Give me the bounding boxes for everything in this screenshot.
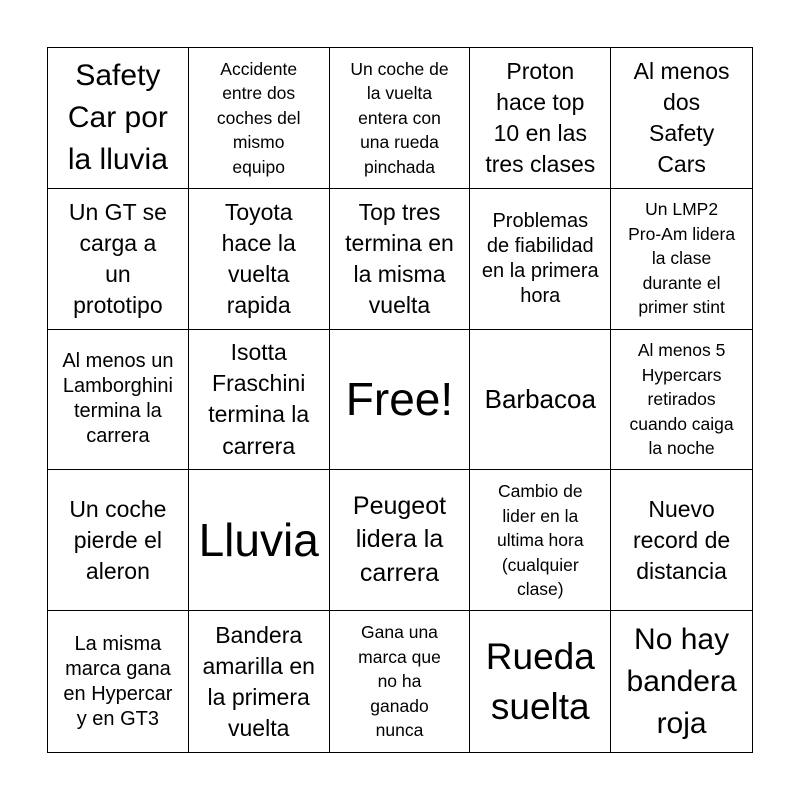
bingo-cell[interactable]: Gana una marca que no ha ganado nunca: [330, 611, 471, 752]
bingo-cell[interactable]: Al menos 5 Hypercars retirados cuando caiga la noche: [611, 330, 752, 471]
bingo-cell[interactable]: Un coche de la vuelta entera con una rueda pinchada: [330, 48, 471, 189]
bingo-cell[interactable]: Nuevo record de distancia: [611, 470, 752, 611]
bingo-cell[interactable]: Un coche pierde el aleron: [48, 470, 189, 611]
bingo-cell[interactable]: Un GT se carga a un prototipo: [48, 189, 189, 330]
bingo-cell[interactable]: Problemas de fiabilidad en la primera hora: [470, 189, 611, 330]
bingo-grid: [47, 47, 753, 753]
bingo-cell[interactable]: Isotta Fraschini termina la carrera: [189, 330, 330, 471]
bingo-cell[interactable]: No hay bandera roja: [626, 622, 737, 740]
bingo-cell[interactable]: Top tres termina en la misma vuelta: [330, 189, 471, 330]
bingo-cell[interactable]: Barbacoa: [470, 330, 611, 471]
bingo-free-cell[interactable]: Free!: [330, 330, 471, 471]
bingo-cell[interactable]: Cambio de lider en la ultima hora (cualquier clase): [470, 470, 611, 611]
bingo-cell[interactable]: Al menos dos Safety Cars: [611, 48, 752, 189]
bingo-cell[interactable]: Un LMP2 Pro-Am lidera la clase durante el primer stint: [611, 189, 752, 330]
bingo-cell[interactable]: Safety Car por la lluvia: [48, 48, 189, 189]
bingo-cell[interactable]: Toyota hace la vuelta rapida: [189, 189, 330, 330]
bingo-cell[interactable]: Peugeot lidera la carrera: [330, 470, 471, 611]
bingo-cell[interactable]: Accidente entre dos coches del mismo equipo: [189, 48, 330, 189]
bingo-cell[interactable]: Lluvia: [189, 470, 330, 611]
bingo-cell[interactable]: Al menos un Lamborghini termina la carrera: [48, 330, 189, 471]
bingo-cell[interactable]: Bandera amarilla en la primera vuelta: [189, 611, 330, 752]
bingo-cell[interactable]: Proton hace top 10 en las tres clases: [470, 48, 611, 189]
bingo-cell[interactable]: Rueda suelta: [470, 611, 611, 752]
bingo-cell[interactable]: La misma marca gana en Hypercar y en GT3: [48, 611, 189, 752]
